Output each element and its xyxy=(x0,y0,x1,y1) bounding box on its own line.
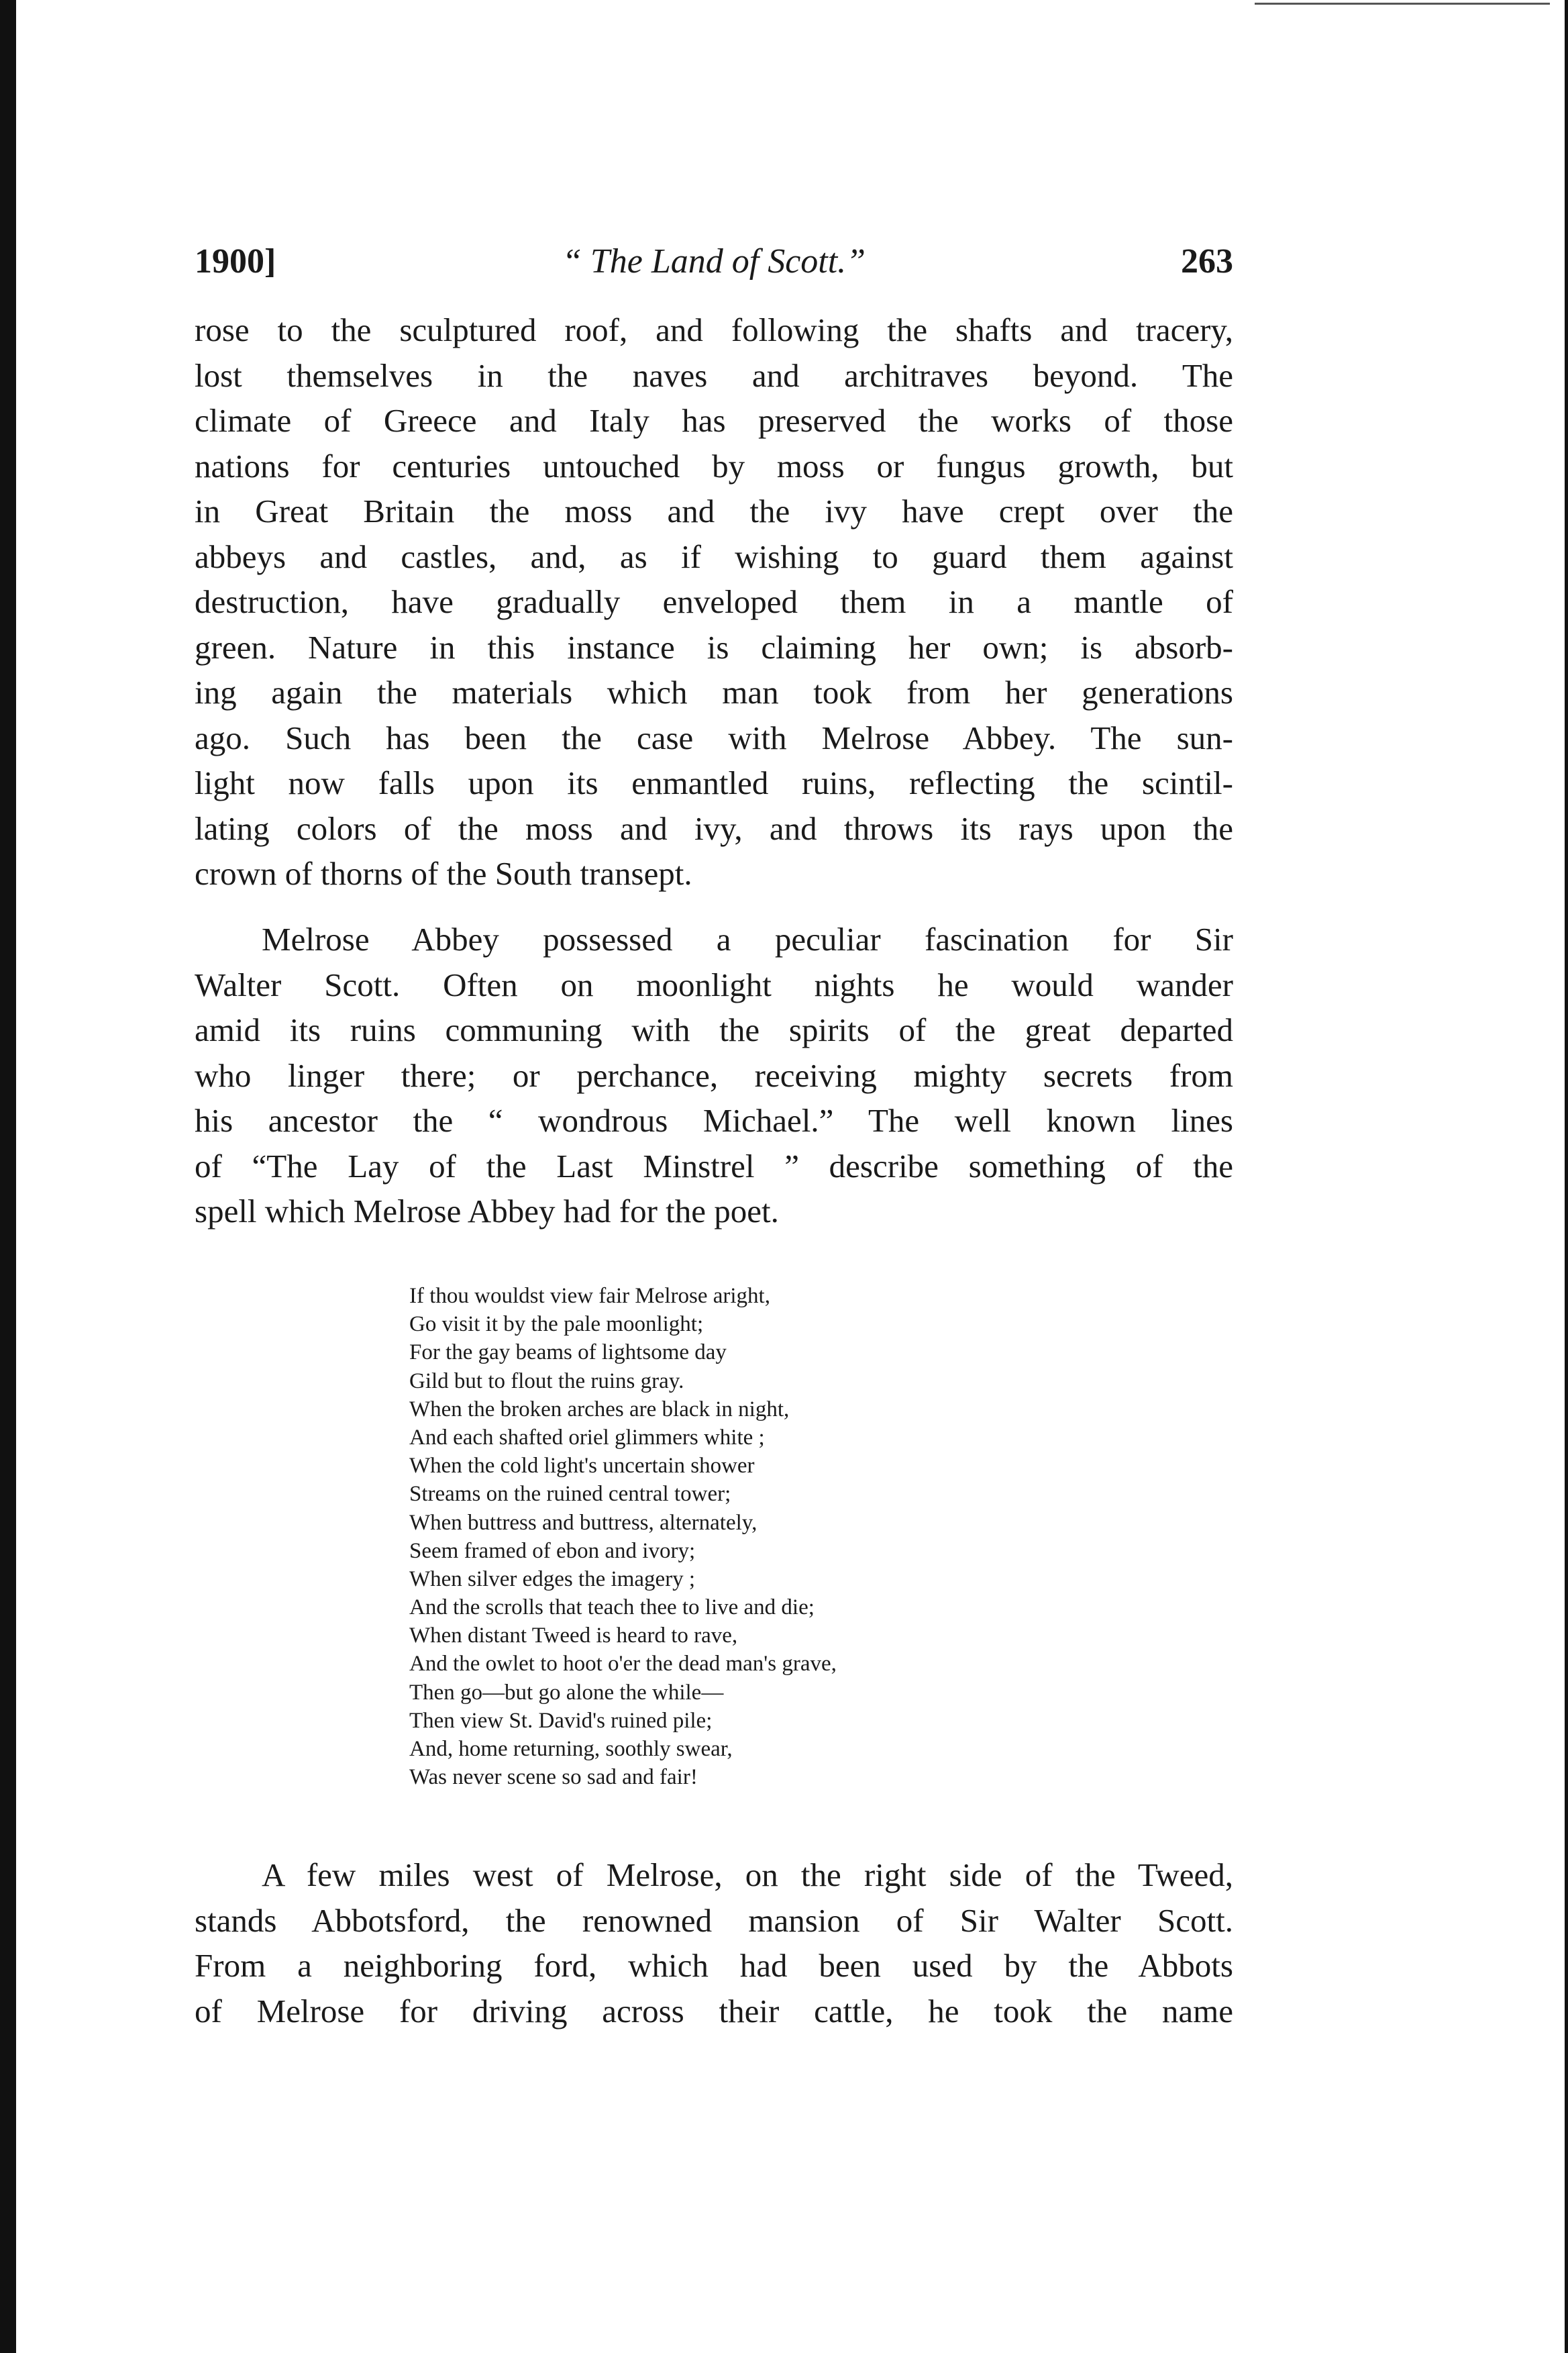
poem-line: Then view St. David's ruined pile; xyxy=(409,1708,713,1733)
poem-line: Gild but to flout the ruins gray. xyxy=(409,1368,684,1393)
text-line: amid its ruins communing with the spirits of the great departed xyxy=(195,1011,1233,1048)
poem-line: When distant Tweed is heard to rave, xyxy=(409,1623,738,1648)
paragraph-3 xyxy=(195,1852,1233,2034)
page-number: 263 xyxy=(1181,242,1233,281)
poem-line: And, home returning, soothly swear, xyxy=(409,1737,733,1761)
text-line: stands Abbotsford, the renowned mansion of Sir Walter Scott. xyxy=(195,1901,1233,1939)
text-line: in Great Britain the moss and the ivy have crept over the xyxy=(195,493,1233,530)
text-line: his ancestor the “ wondrous Michael.” The well known lines xyxy=(195,1102,1233,1139)
poem-line: Go visit it by the pale moonlight; xyxy=(409,1312,704,1337)
running-head xyxy=(195,235,1233,289)
text-line: crown of thorns of the South transept. xyxy=(195,855,692,892)
poem-line: Seem framed of ebon and ivory; xyxy=(409,1538,696,1563)
poem-line: When silver edges the imagery ; xyxy=(409,1566,696,1591)
poem-line: When the cold light's uncertain shower xyxy=(409,1454,755,1479)
poem-line: And each shafted oriel glimmers white ; xyxy=(409,1425,765,1450)
poem-line: When the broken arches are black in night, xyxy=(409,1397,790,1421)
text-line: of “The Lay of the Last Minstrel ” describe something of the xyxy=(195,1147,1233,1185)
scan-right-edge xyxy=(1565,0,1568,2353)
poem-quotation xyxy=(409,1282,837,1791)
poem-line: For the gay beams of lightsome day xyxy=(409,1340,727,1365)
text-line: nations for centuries untouched by moss or fungus growth, but xyxy=(195,447,1233,485)
text-line: green. Nature in this instance is claiming her own; is absorb- xyxy=(195,628,1233,666)
text-line: Walter Scott. Often on moonlight nights he would wander xyxy=(195,966,1233,1003)
scan-binding-edge xyxy=(0,0,16,2353)
running-head-year: 1900] xyxy=(195,242,276,281)
text-line: Melrose Abbey possessed a peculiar fascination for Sir xyxy=(262,921,1233,958)
paragraph-1 xyxy=(195,307,1233,897)
poem-line: Was never scene so sad and fair! xyxy=(409,1765,698,1790)
scan-top-rule xyxy=(1255,3,1550,5)
text-line: of Melrose for driving across their cattle, he took the name xyxy=(195,1992,1233,2030)
poem-line: Then go—but go alone the while— xyxy=(409,1680,724,1705)
text-line: destruction, have gradually enveloped them in a mantle of xyxy=(195,583,1233,620)
text-line: A few miles west of Melrose, on the right side of the Tweed, xyxy=(262,1856,1233,1893)
running-head-title: “ The Land of Scott.” xyxy=(562,242,866,281)
text-line: lating colors of the moss and ivy, and throws its rays upon the xyxy=(195,809,1233,847)
poem-line: And the scrolls that teach thee to live and die; xyxy=(409,1595,815,1620)
poem-line: Streams on the ruined central tower; xyxy=(409,1482,731,1507)
paragraph-2 xyxy=(195,917,1233,1234)
text-line: light now falls upon its enmantled ruins, reflecting the scintil- xyxy=(195,764,1233,801)
text-line: From a neighboring ford, which had been used by the Abbots xyxy=(195,1947,1233,1984)
poem-line: When buttress and buttress, alternately, xyxy=(409,1510,757,1535)
poem-line: If thou wouldst view fair Melrose aright, xyxy=(409,1284,770,1308)
text-line: lost themselves in the naves and architraves beyond. The xyxy=(195,356,1233,394)
text-line: abbeys and castles, and, as if wishing to guard them against xyxy=(195,538,1233,575)
text-line: who linger there; or perchance, receiving mighty secrets from xyxy=(195,1056,1233,1094)
text-line: ing again the materials which man took from her generations xyxy=(195,674,1233,711)
poem-line: And the owlet to hoot o'er the dead man's grave, xyxy=(409,1652,837,1676)
text-line: spell which Melrose Abbey had for the poet. xyxy=(195,1193,779,1230)
text-line: ago. Such has been the case with Melrose Abbey. The sun- xyxy=(195,719,1233,756)
text-line: climate of Greece and Italy has preserved the works of those xyxy=(195,402,1233,439)
text-line: rose to the sculptured roof, and following the shafts and tracery, xyxy=(195,311,1233,348)
